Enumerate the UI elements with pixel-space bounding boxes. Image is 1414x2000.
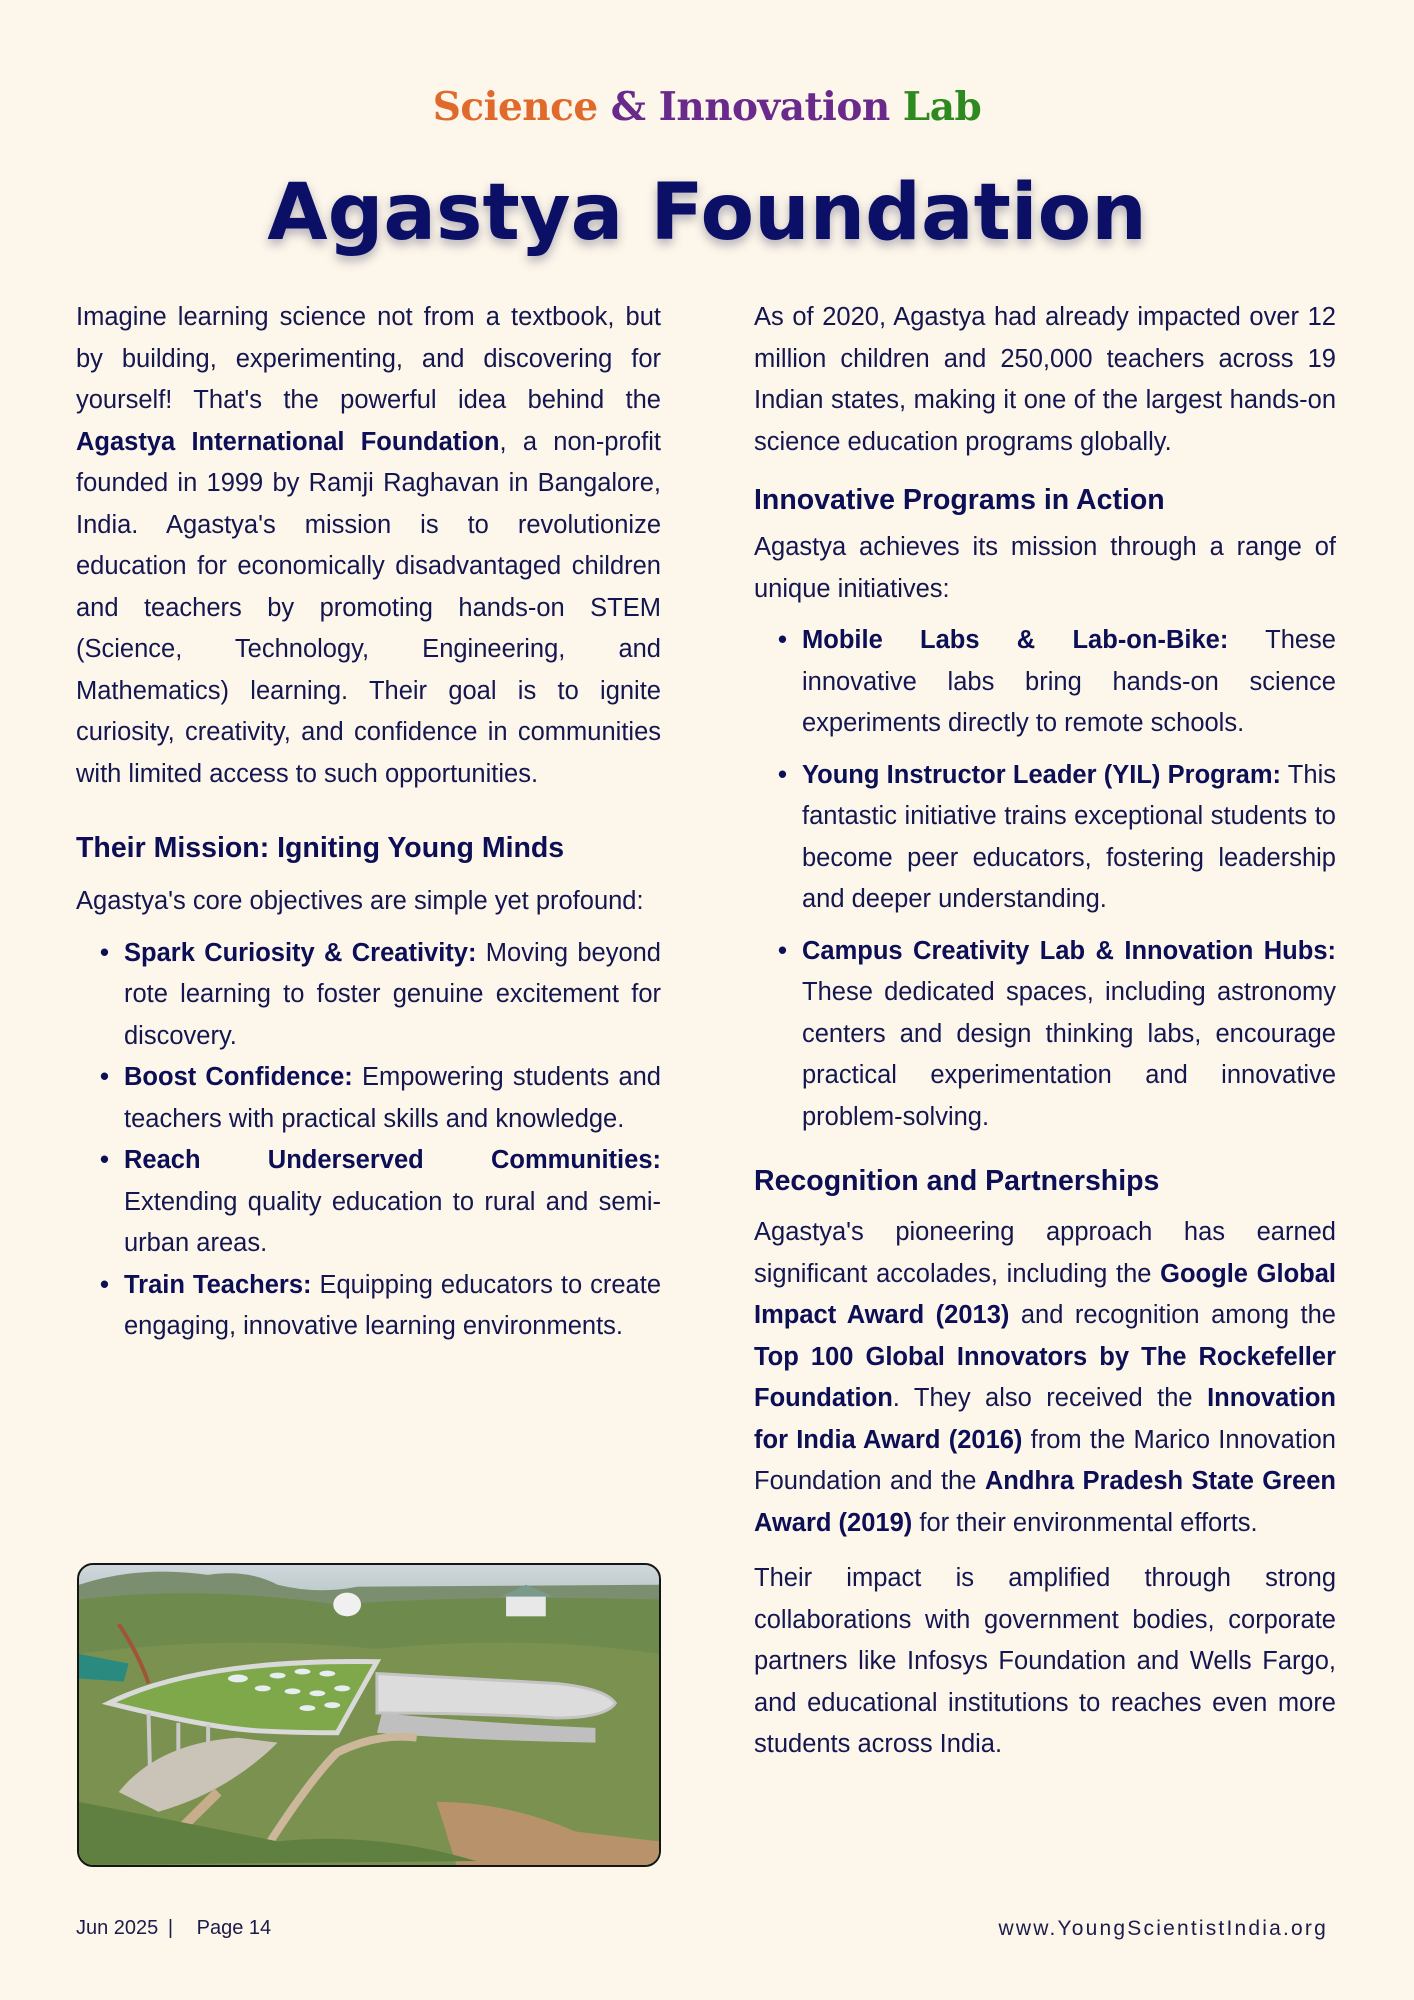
page-number: Page 14 bbox=[196, 1917, 272, 1939]
recognition-text: and recognition among the bbox=[1009, 1301, 1336, 1329]
list-item bbox=[802, 755, 1336, 921]
list-item bbox=[802, 620, 1336, 745]
page-title: Agastya Foundation bbox=[267, 168, 1147, 258]
objective-text: Equipping educators to create engaging, innovative learning environments. bbox=[124, 1270, 661, 1340]
recognition-heading: Recognition and Partnerships bbox=[754, 1165, 1160, 1197]
issue-date: Jun 2025 bbox=[76, 1917, 159, 1939]
award-google: Google Global Impact Award (2013) bbox=[754, 1259, 1336, 1329]
program-label: Mobile Labs & Lab-on-Bike: bbox=[802, 626, 1229, 654]
objective-text: Extending quality education to rural and semi-urban areas. bbox=[124, 1187, 661, 1257]
objective-label: Boost Confidence: bbox=[124, 1063, 353, 1091]
program-label: Young Instructor Leader (YIL) Program: bbox=[802, 760, 1282, 789]
program-text: This fantastic initiative trains exceptional students to become peer educators, fostering leadership and deeper understanding. bbox=[802, 760, 1336, 913]
kicker-word-innovation: Innovation bbox=[658, 84, 890, 130]
footer-separator: | bbox=[167, 1917, 174, 1939]
intro-paragraph bbox=[76, 297, 661, 795]
objective-label: Spark Curiosity & Creativity: bbox=[124, 938, 477, 967]
program-text: These innovative labs bring hands-on science experiments directly to remote schools. bbox=[802, 626, 1336, 737]
recognition-text: Agastya's pioneering approach has earned significant accolades, including the bbox=[754, 1218, 1336, 1288]
list-item bbox=[802, 931, 1336, 1139]
magazine-section-label bbox=[0, 84, 1414, 130]
list-item bbox=[124, 1265, 661, 1348]
programs-list bbox=[754, 620, 1336, 1138]
footer-website: www.YoungScientistIndia.org bbox=[998, 1917, 1328, 1940]
recognition-paragraph bbox=[754, 1212, 1336, 1544]
intro-foundation-name: Agastya International Foundation bbox=[76, 427, 500, 456]
objective-text: Moving beyond rote learning to foster genuine excitement for discovery. bbox=[124, 938, 661, 1050]
objective-label: Train Teachers: bbox=[124, 1270, 312, 1299]
award-andhra-green: Andhra Pradesh State Green Award (2019) bbox=[754, 1467, 1336, 1537]
programs-intro: Agastya achieves its mission through a range of unique initiatives: bbox=[754, 533, 1336, 603]
objective-text: Empowering students and teachers with practical skills and knowledge. bbox=[124, 1063, 661, 1133]
right-column bbox=[754, 297, 1336, 1766]
campus-photo bbox=[77, 1563, 661, 1867]
campus-aerial-illustration bbox=[79, 1565, 659, 1865]
list-item bbox=[124, 1140, 661, 1265]
recognition-text: for their environmental efforts. bbox=[912, 1508, 1258, 1537]
list-item bbox=[124, 933, 661, 1058]
recognition-text: . They also received the bbox=[892, 1384, 1208, 1412]
mission-intro: Agastya's core objectives are simple yet profound: bbox=[76, 887, 644, 915]
partnerships-paragraph: Their impact is amplified through strong collaborations with government bodies, corporate partners like Infosys Foundation and Wells Fargo, and educational institutions to reaches even more students across India. bbox=[754, 1564, 1336, 1758]
left-column bbox=[76, 297, 661, 1348]
program-text: These dedicated spaces, including astronomy centers and design thinking labs, encourage practical experimentation and innovative problem-solving. bbox=[802, 978, 1336, 1131]
award-rockefeller: Top 100 Global Innovators by The Rockefeller Foundation bbox=[754, 1342, 1336, 1412]
program-label: Campus Creativity Lab & Innovation Hubs: bbox=[802, 936, 1336, 965]
kicker-word-lab: Lab bbox=[902, 84, 982, 130]
impact-paragraph: As of 2020, Agastya had already impacted over 12 million children and 250,000 teachers across 19 Indian states, making it one of the largest hands-on science education programs globally. bbox=[754, 303, 1336, 456]
programs-heading: Innovative Programs in Action bbox=[754, 484, 1165, 516]
intro-text: Imagine learning science not from a textbook, but by building, experimenting, and discovering for yourself! That's the powerful idea behind the bbox=[76, 303, 661, 414]
intro-text-cont: , a non-profit founded in 1999 by Ramji Raghavan in Bangalore, India. Agastya's mission is to revolutionize education for economically disadvantaged children and teachers by promoting hands-on STEM (Science, Technology, Engineering, and Mathematics) learning. Their goal is to ignite curiosity, creativity, and confidence in communities with limited access to such opportunities. bbox=[76, 427, 661, 788]
award-innovation-india: Innovation for India Award (2016) bbox=[754, 1384, 1336, 1454]
kicker-word-science: Science bbox=[432, 84, 598, 130]
mission-heading: Their Mission: Igniting Young Minds bbox=[76, 832, 565, 864]
list-item bbox=[124, 1057, 661, 1140]
objective-label: Reach Underserved Communities: bbox=[124, 1146, 661, 1174]
kicker-ampersand: & bbox=[610, 84, 646, 130]
objectives-list bbox=[76, 933, 661, 1348]
footer-issue-info bbox=[76, 1917, 271, 1940]
recognition-text: from the Marico Innovation Foundation and the bbox=[754, 1425, 1336, 1495]
